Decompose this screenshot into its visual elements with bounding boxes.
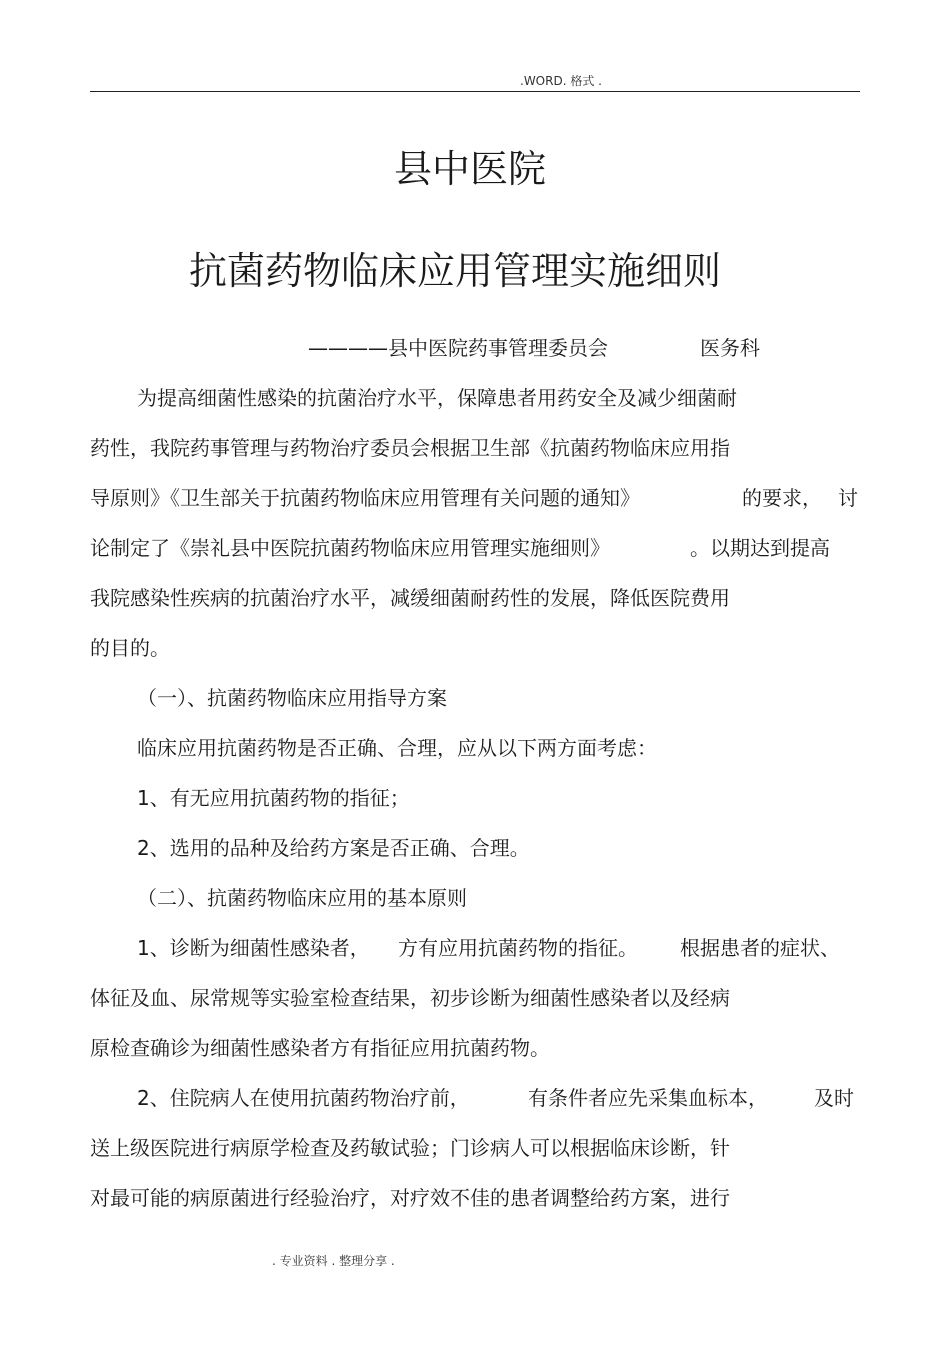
intro-line-4a: 论制定了《崇礼县中医院抗菌药物临床应用管理实施细则》 bbox=[90, 536, 610, 560]
section2-p2-line-3: 对最可能的病原菌进行经验治疗，对疗效不佳的患者调整给药方案，进行 bbox=[90, 1186, 730, 1210]
section2-p2-line-1b: 有条件者应先采集血标本， bbox=[528, 1086, 768, 1110]
intro-line-5: 我院感染性疾病的抗菌治疗水平，减缓细菌耐药性的发展，降低医院费用 bbox=[90, 586, 730, 610]
section2-p2-line-1c: 及时 bbox=[814, 1086, 854, 1110]
section2-p2-line-2: 送上级医院进行病原学检查及药敏试验；门诊病人可以根据临床诊断，针 bbox=[90, 1136, 730, 1160]
section2-heading: （二）、抗菌药物临床应用的基本原则 bbox=[137, 886, 467, 910]
intro-line-4b: 。以期达到提高 bbox=[690, 536, 830, 560]
section2-p1-line-2: 体征及血、尿常规等实验室检查结果，初步诊断为细菌性感染者以及经病 bbox=[90, 986, 730, 1010]
section2-p2-line-1a: 2、住院病人在使用抗菌药物治疗前， bbox=[137, 1086, 470, 1110]
section2-p1-line-1b: 方有应用抗菌药物的指征。 bbox=[398, 936, 638, 960]
intro-line-3a: 导原则》《卫生部关于抗菌药物临床应用管理有关问题的通知》 bbox=[90, 486, 640, 510]
header-rule bbox=[90, 91, 860, 92]
byline-dept: 医务科 bbox=[700, 336, 760, 360]
byline-org: ————县中医院药事管理委员会 bbox=[308, 336, 608, 360]
title-hospital: 县中医院 bbox=[393, 147, 546, 191]
intro-line-3c: 讨 bbox=[838, 486, 858, 510]
header-label: .WORD. 格式 . bbox=[520, 74, 602, 88]
intro-line-2: 药性，我院药事管理与药物治疗委员会根据卫生部《抗菌药物临床应用指 bbox=[90, 436, 730, 460]
section2-p1-line-1c: 根据患者的症状、 bbox=[680, 936, 840, 960]
section1-item-2: 2、选用的品种及给药方案是否正确、合理。 bbox=[137, 836, 530, 860]
section1-paragraph: 临床应用抗菌药物是否正确、合理，应从以下两方面考虑： bbox=[137, 736, 657, 760]
section2-p1-line-3: 原检查确诊为细菌性感染者方有指征应用抗菌药物。 bbox=[90, 1036, 550, 1060]
section2-p1-line-1a: 1、诊断为细菌性感染者， bbox=[137, 936, 370, 960]
section1-item-1: 1、有无应用抗菌药物的指征； bbox=[137, 786, 410, 810]
intro-line-1: 为提高细菌性感染的抗菌治疗水平，保障患者用药安全及减少细菌耐 bbox=[137, 386, 737, 410]
section1-heading: （一）、抗菌药物临床应用指导方案 bbox=[137, 686, 447, 710]
intro-line-3b: 的要求， bbox=[742, 486, 822, 510]
intro-line-6: 的目的。 bbox=[90, 636, 170, 660]
title-document: 抗菌药物临床应用管理实施细则 bbox=[188, 249, 721, 293]
footer-label: . 专业资料 . 整理分享 . bbox=[272, 1254, 395, 1268]
